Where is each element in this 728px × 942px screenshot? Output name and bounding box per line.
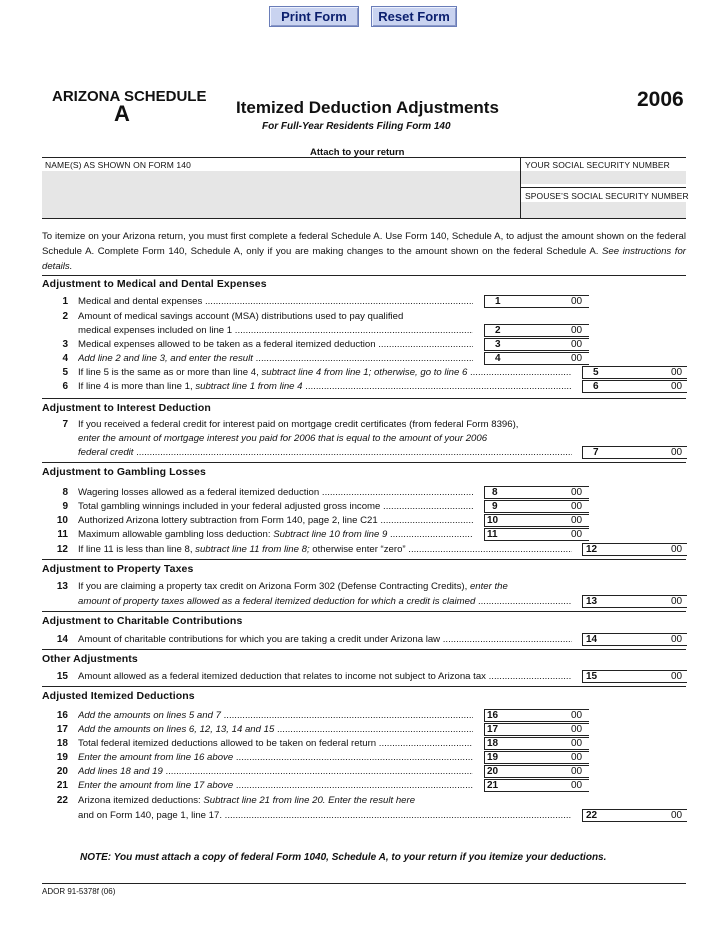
box-number: 3 bbox=[495, 339, 501, 350]
line-number: 4 bbox=[62, 353, 68, 364]
box-number: 6 bbox=[593, 381, 599, 392]
cents: 00 bbox=[571, 353, 583, 364]
box-number: 12 bbox=[586, 544, 598, 555]
line-11-label: Maximum allowable gambling loss deduction: Subtract line 10 from line 9 ..... bbox=[78, 529, 473, 540]
box-number: 13 bbox=[586, 596, 598, 607]
ssn-field[interactable] bbox=[521, 171, 686, 184]
name-field-line2[interactable] bbox=[42, 184, 520, 218]
line-number: 10 bbox=[56, 515, 68, 526]
line-5-label: If line 5 is the same as or more than line 4, subtract line 4 from line 1; otherwise, go to line 6 ..... bbox=[78, 367, 572, 378]
cents: 00 bbox=[671, 634, 683, 645]
cents: 00 bbox=[671, 544, 683, 555]
line-number: 11 bbox=[57, 529, 68, 540]
tax-year: 2006 bbox=[637, 88, 684, 111]
line-number: 21 bbox=[56, 780, 68, 791]
box-number: 22 bbox=[586, 810, 598, 821]
cents: 00 bbox=[671, 381, 683, 392]
line-20-label: Add lines 18 and 19 ..... bbox=[78, 766, 473, 777]
line-number: 22 bbox=[56, 795, 68, 806]
box-number: 18 bbox=[487, 738, 499, 749]
line-7-label-cont: enter the amount of mortgage interest you paid for 2006 that is equal to the amount of your 2006 bbox=[78, 433, 488, 444]
line-3-label: Medical expenses allowed to be taken as a federal itemized deduction ..... bbox=[78, 339, 473, 350]
box-number: 16 bbox=[487, 710, 499, 721]
section-charitable-heading: Adjustment to Charitable Contributions bbox=[42, 615, 243, 627]
section-gambling-heading: Adjustment to Gambling Losses bbox=[42, 466, 206, 478]
divider bbox=[42, 398, 686, 399]
cents: 00 bbox=[571, 339, 583, 350]
section-medical-heading: Adjustment to Medical and Dental Expenses bbox=[42, 278, 267, 290]
section-property-heading: Adjustment to Property Taxes bbox=[42, 563, 194, 575]
cents: 00 bbox=[671, 367, 683, 378]
schedule-letter: A bbox=[114, 101, 130, 126]
line-number: 8 bbox=[62, 487, 68, 498]
cents: 00 bbox=[671, 671, 683, 682]
box-number: 1 bbox=[495, 296, 501, 307]
line-6-label: If line 4 is more than line 1, subtract line 1 from line 4 ..... bbox=[78, 381, 572, 392]
divider bbox=[42, 462, 686, 463]
cents: 00 bbox=[671, 447, 683, 458]
line-2-label: Amount of medical savings account (MSA) distributions used to pay qualified bbox=[78, 311, 404, 322]
cents: 00 bbox=[571, 780, 583, 791]
box-number: 4 bbox=[495, 353, 501, 364]
ssn-label: YOUR SOCIAL SECURITY NUMBER bbox=[525, 160, 670, 170]
line-4-label: Add line 2 and line 3, and enter the result ..... bbox=[78, 353, 473, 364]
line-17-label: Add the amounts on lines 6, 12, 13, 14 and 15 ..... bbox=[78, 724, 473, 735]
cents: 00 bbox=[571, 515, 583, 526]
box-number: 11 bbox=[487, 529, 498, 540]
divider bbox=[42, 559, 686, 560]
divider bbox=[520, 187, 686, 188]
line-22-label-cont: and on Form 140, page 1, line 17. ..... bbox=[78, 810, 572, 821]
spouse-ssn-field[interactable] bbox=[521, 202, 686, 218]
line-number: 20 bbox=[56, 766, 68, 777]
line-22-label: Arizona itemized deductions: Subtract line 21 from line 20. Enter the result here bbox=[78, 795, 416, 806]
box-number: 21 bbox=[487, 780, 499, 791]
line-number: 1 bbox=[62, 296, 68, 307]
print-form-button[interactable]: Print Form bbox=[269, 6, 359, 27]
cents: 00 bbox=[571, 710, 583, 721]
line-number: 3 bbox=[62, 339, 68, 350]
line-number: 14 bbox=[56, 634, 68, 645]
divider bbox=[42, 157, 686, 158]
line-8-label: Wagering losses allowed as a federal itemized deduction ..... bbox=[78, 487, 473, 498]
line-number: 5 bbox=[62, 367, 68, 378]
line-2-label-cont: medical expenses included on line 1 ..... bbox=[78, 325, 473, 336]
line-number: 16 bbox=[56, 710, 68, 721]
line-9-label: Total gambling winnings included in your federal adjusted gross income ..... bbox=[78, 501, 473, 512]
line-7-label: If you received a federal credit for interest paid on mortgage credit certificates (from federal Form 8396), bbox=[78, 419, 519, 430]
line-number: 7 bbox=[62, 419, 68, 430]
box-number: 5 bbox=[593, 367, 599, 378]
cents: 00 bbox=[571, 296, 583, 307]
box-number: 7 bbox=[593, 447, 599, 458]
line-number: 13 bbox=[56, 581, 68, 592]
line-number: 17 bbox=[56, 724, 68, 735]
intro-text: To itemize on your Arizona return, you must first complete a federal Schedule A. Use Form 140, Schedule A, to adjust the amount shown on the federal Schedule A. Complete Form 140, Schedule A, only if you are making changes to the amount shown on the federal Schedule A. bbox=[42, 231, 686, 257]
cents: 00 bbox=[571, 766, 583, 777]
cents: 00 bbox=[571, 752, 583, 763]
box-number: 10 bbox=[487, 515, 499, 526]
cents: 00 bbox=[571, 529, 583, 540]
divider bbox=[42, 686, 686, 687]
box-number: 17 bbox=[487, 724, 499, 735]
line-10-label: Authorized Arizona lottery subtraction from Form 140, page 2, line C21 ..... bbox=[78, 515, 473, 526]
line-number: 6 bbox=[62, 381, 68, 392]
box-number: 14 bbox=[586, 634, 598, 645]
line-15-label: Amount allowed as a federal itemized deduction that relates to income not subject to Arizona tax ..... bbox=[78, 671, 572, 682]
cents: 00 bbox=[571, 487, 583, 498]
line-number: 9 bbox=[62, 501, 68, 512]
box-number: 8 bbox=[492, 487, 498, 498]
intro-instructions: See instructions for details. bbox=[42, 246, 686, 272]
line-21-label: Enter the amount from line 17 above ..... bbox=[78, 780, 473, 791]
attach-note: Attach to your return bbox=[310, 147, 405, 158]
cents: 00 bbox=[571, 325, 583, 336]
box-number: 20 bbox=[487, 766, 499, 777]
box-number: 2 bbox=[495, 325, 501, 336]
schedule-name: ARIZONA SCHEDULE bbox=[52, 88, 207, 105]
cents: 00 bbox=[671, 596, 683, 607]
line-7-label-end: federal credit ..... bbox=[78, 447, 572, 458]
box-number: 19 bbox=[487, 752, 499, 763]
box-number: 9 bbox=[492, 501, 498, 512]
divider bbox=[42, 218, 686, 219]
attachment-note: NOTE: You must attach a copy of federal Form 1040, Schedule A, to your return if you itemize your deductions. bbox=[80, 852, 607, 863]
line-14-label: Amount of charitable contributions for which you are taking a credit under Arizona law ..... bbox=[78, 634, 572, 645]
line-number: 19 bbox=[56, 752, 68, 763]
divider bbox=[42, 611, 686, 612]
line-18-label: Total federal itemized deductions allowed to be taken on federal return ..... bbox=[78, 738, 473, 749]
line-number: 12 bbox=[56, 544, 68, 555]
line-1-label: Medical and dental expenses ..... bbox=[78, 296, 473, 307]
cents: 00 bbox=[671, 810, 683, 821]
section-interest-heading: Adjustment to Interest Deduction bbox=[42, 402, 211, 414]
box-number: 15 bbox=[586, 671, 598, 682]
line-12-label: If line 11 is less than line 8, subtract line 11 from line 8; otherwise enter “zero” ..... bbox=[78, 544, 572, 555]
intro-paragraph bbox=[42, 229, 686, 274]
line-number: 18 bbox=[56, 738, 68, 749]
section-other-heading: Other Adjustments bbox=[42, 653, 138, 665]
divider bbox=[42, 883, 686, 884]
name-field[interactable] bbox=[42, 171, 520, 184]
section-adjusted-heading: Adjusted Itemized Deductions bbox=[42, 690, 195, 702]
cents: 00 bbox=[571, 738, 583, 749]
divider bbox=[42, 649, 686, 650]
line-19-label: Enter the amount from line 16 above ..... bbox=[78, 752, 473, 763]
line-13-label: If you are claiming a property tax credit on Arizona Form 302 (Defense Contracting Credits), enter the bbox=[78, 581, 508, 592]
divider bbox=[42, 275, 686, 276]
form-title: Itemized Deduction Adjustments bbox=[236, 98, 499, 117]
line-13-label-cont: amount of property taxes allowed as a federal itemized deduction for which a credit is claimed ..... bbox=[78, 596, 572, 607]
line-number: 15 bbox=[56, 671, 68, 682]
spouse-ssn-label: SPOUSE’S SOCIAL SECURITY NUMBER bbox=[525, 191, 689, 201]
cents: 00 bbox=[571, 724, 583, 735]
name-label: NAME(S) AS SHOWN ON FORM 140 bbox=[45, 160, 191, 170]
line-16-label: Add the amounts on lines 5 and 7 ..... bbox=[78, 710, 473, 721]
cents: 00 bbox=[571, 501, 583, 512]
line-number: 2 bbox=[62, 311, 68, 322]
form-subtitle: For Full-Year Residents Filing Form 140 bbox=[262, 121, 451, 132]
reset-form-button[interactable]: Reset Form bbox=[371, 6, 457, 27]
form-code: ADOR 91-5378f (06) bbox=[42, 887, 116, 896]
